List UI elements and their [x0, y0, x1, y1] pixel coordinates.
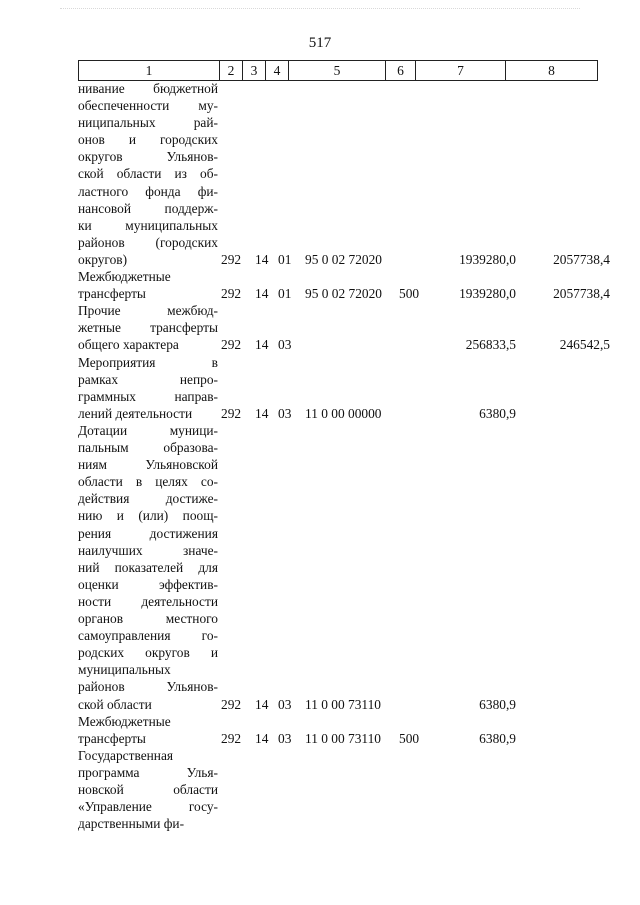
cell-col-2: 292	[221, 730, 242, 746]
cell-col-4: 03	[278, 730, 292, 746]
cell-col-6: 500	[399, 730, 420, 746]
description-line: рения достижения	[78, 525, 218, 541]
cell-col-4: 03	[278, 405, 292, 421]
column-header-table	[78, 60, 598, 81]
description-line: Дотации муници-	[78, 423, 218, 438]
cell-col-7: 6380,9	[479, 730, 516, 746]
cell-col-3: 14	[255, 730, 269, 746]
page-number: 517	[308, 35, 332, 51]
description-line: лений деятельности	[78, 405, 193, 421]
cell-col-4: 01	[278, 252, 292, 267]
description-line: муниципальных	[78, 662, 171, 678]
cell-col-8: 2057738,4	[553, 286, 610, 302]
description-line: области в целях со-	[78, 474, 218, 490]
description-line: трансферты	[78, 286, 146, 302]
description-line: районов Ульянов-	[78, 679, 218, 695]
description-line: онов и городских	[78, 132, 218, 148]
cell-col-4: 01	[278, 286, 292, 302]
description-line: пальным образова-	[78, 440, 218, 456]
cell-col-7: 1939280,0	[459, 286, 516, 302]
description-line: нию и (или) поощ-	[78, 508, 218, 524]
cell-col-5: 95 0 02 72020	[305, 286, 382, 302]
description-line: оценки эффектив-	[78, 576, 218, 592]
cell-col-3: 14	[255, 286, 269, 302]
column-header-8: 8	[506, 61, 598, 81]
description-line: ской области	[78, 696, 152, 712]
cell-col-3: 14	[255, 696, 269, 712]
cell-col-3: 14	[255, 252, 269, 267]
description-line: граммных направ-	[78, 388, 218, 404]
cell-col-2: 292	[221, 405, 242, 421]
description-line: рамках непро-	[78, 371, 218, 387]
cell-col-2: 292	[221, 286, 242, 302]
description-line: Прочие межбюд-	[78, 303, 218, 319]
cell-col-4: 03	[278, 337, 292, 353]
cell-col-7: 1939280,0	[459, 252, 516, 267]
cell-col-8: 246542,5	[559, 337, 610, 353]
column-header-3: 3	[243, 61, 266, 81]
column-header-4: 4	[266, 61, 289, 81]
description-line: ности деятельности	[78, 593, 218, 609]
description-line: нансовой поддерж-	[78, 200, 218, 216]
description-line: наилучших значе-	[78, 542, 218, 558]
description-line: Государственная	[78, 747, 174, 763]
description-line: ниципальных рай-	[78, 115, 218, 131]
cell-col-7: 6380,9	[479, 696, 516, 712]
cell-col-5: 95 0 02 72020	[305, 252, 382, 267]
description-line: округов)	[78, 251, 128, 267]
cell-col-6: 500	[399, 286, 420, 302]
description-line: самоуправления го-	[78, 628, 218, 644]
description-line: программа Улья-	[78, 764, 218, 780]
cell-col-8: 2057738,4	[553, 252, 610, 267]
description-line: обеспеченности му-	[78, 98, 218, 114]
cell-col-7: 256833,5	[465, 337, 516, 353]
description-line: нивание бюджетной	[78, 81, 218, 96]
description-line: «Управление госу-	[78, 799, 218, 815]
cell-col-3: 14	[255, 405, 269, 421]
row-description	[78, 354, 218, 422]
cell-col-5: 11 0 00 73110	[305, 696, 382, 712]
row-description	[78, 302, 218, 353]
description-line: ний показателей для	[78, 559, 218, 575]
description-line: жетные трансферты	[78, 320, 218, 336]
column-header-5: 5	[289, 61, 386, 81]
column-header-1: 1	[79, 61, 220, 81]
description-line: ки муниципальных	[78, 217, 218, 233]
scan-artifact	[60, 8, 580, 15]
description-line: трансферты	[78, 730, 146, 746]
row-description	[78, 747, 218, 832]
description-line: общего характера	[78, 337, 179, 353]
cell-col-5: 11 0 00 00000	[305, 405, 382, 421]
row-description	[78, 268, 218, 302]
description-line: округов Ульянов-	[78, 149, 218, 165]
row-description	[78, 80, 218, 268]
column-header-2: 2	[220, 61, 243, 81]
description-line: Мероприятия в	[78, 354, 218, 370]
description-line: новской области	[78, 782, 218, 798]
description-line: Межбюджетные	[78, 713, 171, 729]
description-line: ластного фонда фи-	[78, 183, 218, 199]
description-line: ниям Ульяновской	[78, 457, 218, 473]
description-line: ской области из об-	[78, 166, 218, 182]
row-description	[78, 713, 218, 747]
column-header-7: 7	[416, 61, 506, 81]
cell-col-2: 292	[221, 252, 242, 267]
description-line: родских округов и	[78, 645, 218, 661]
description-line: действия достиже-	[78, 491, 218, 507]
description-line: дарственными фи-	[78, 816, 185, 832]
description-line: органов местного	[78, 611, 218, 627]
column-header-6: 6	[386, 61, 416, 81]
row-description	[78, 422, 218, 713]
cell-col-4: 03	[278, 696, 292, 712]
cell-col-7: 6380,9	[479, 405, 516, 421]
description-line: Межбюджетные	[78, 269, 171, 285]
description-line: районов (городских	[78, 234, 218, 250]
cell-col-5: 11 0 00 73110	[305, 730, 382, 746]
cell-col-3: 14	[255, 337, 269, 353]
cell-col-2: 292	[221, 337, 242, 353]
cell-col-2: 292	[221, 696, 242, 712]
